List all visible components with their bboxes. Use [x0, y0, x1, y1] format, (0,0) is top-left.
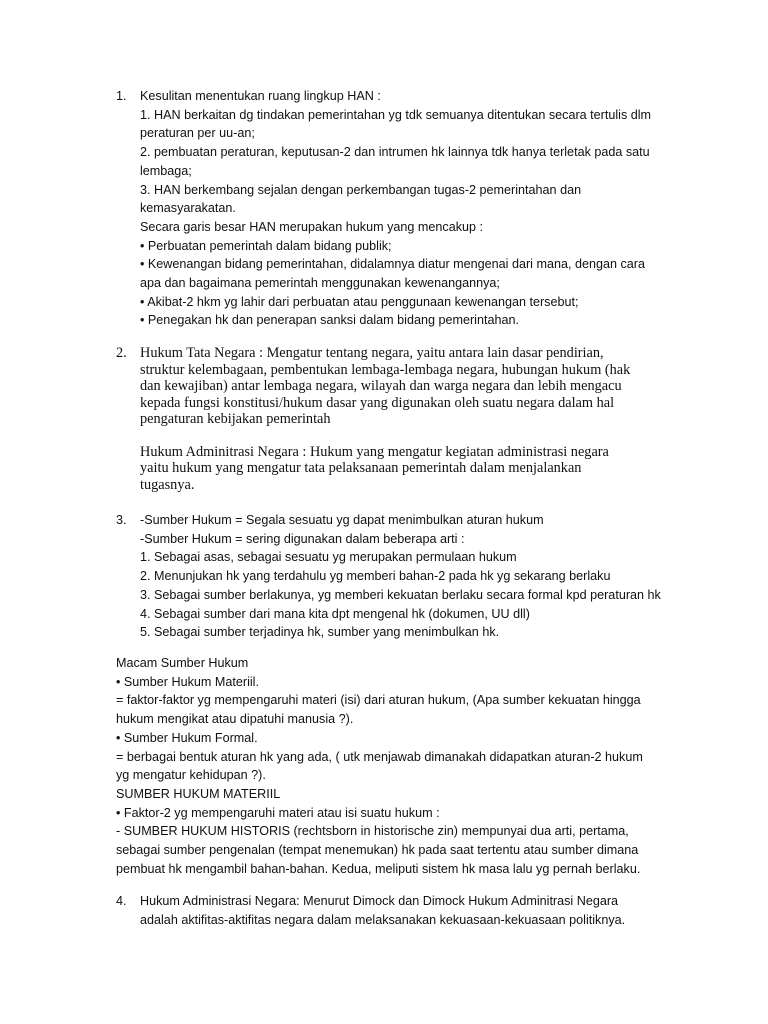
text-line: • Penegakan hk dan penerapan sanksi dalam bidang pemerintahan. [140, 313, 519, 328]
text-line: - SUMBER HUKUM HISTORIS (rechtsborn in historische zin) mempunyai dua arti, pertama, [116, 824, 629, 839]
text-line: • Faktor-2 yg mempengaruhi materi atau isi suatu hukum : [116, 805, 440, 820]
text-line: pembuat hk mengambil bahan-bahan. Kedua, meliputi sistem hk masa lalu yg pernah berlaku. [116, 861, 641, 876]
text-line: sebagai sumber pengenalan (tempat menemukan) hk pada saat tertentu atau sumber dimana [116, 843, 639, 858]
paragraph-gap [140, 428, 696, 444]
list-item-1 [116, 87, 696, 330]
item-body [140, 511, 696, 642]
text-line: kepada fungsi konstitusi/hukum dasar yang digunakan oleh suatu negara dalam hal [140, 394, 615, 411]
text-line: = faktor-faktor yg mempengaruhi materi (isi) dari aturan hukum, (Apa sumber kekuatan hingga [116, 693, 641, 708]
item-body [140, 892, 696, 929]
text-line: -Sumber Hukum = Segala sesuatu yg dapat menimbulkan aturan hukum [140, 513, 544, 527]
text-line: • Kewenangan bidang pemerintahan, didalamnya diatur mengenai dari mana, dengan cara [140, 257, 646, 272]
section-heading: Macam Sumber Hukum [116, 656, 249, 670]
item-number: 3. [116, 513, 127, 527]
text-line: Hukum Administrasi Negara: Menurut Dimock dan Dimock Hukum Adminitrasi Negara [140, 894, 619, 908]
text-line: 5. Sebagai sumber terjadinya hk, sumber yang menimbulkan hk. [140, 625, 500, 640]
section-heading: SUMBER HUKUM MATERIIL [116, 786, 281, 801]
text-line: pengaturan kebijakan pemerintah [140, 411, 331, 427]
text-line: • Akibat-2 hkm yg lahir dari perbuatan atau penggunaan kewenangan tersebut; [140, 294, 579, 309]
list-item-4 [116, 892, 696, 929]
list-item-2 [116, 345, 696, 493]
text-line: 3. HAN berkembang sejalan dengan perkembangan tugas-2 pemerintahan dan [140, 182, 582, 197]
text-line: yg mengatur kehidupan ?). [116, 768, 266, 783]
item-number: 1. [116, 89, 127, 103]
text-line: 1. HAN berkaitan dg tindakan pemerintahan yg tdk semuanya ditentukan secara tertulis dlm [140, 107, 652, 122]
text-line: tugasnya. [140, 476, 195, 493]
text-line: 2. Menunjukan hk yang terdahulu yg memberi bahan-2 pada hk yg sekarang berlaku [140, 569, 611, 584]
item-body [140, 345, 696, 493]
item-number: 4. [116, 894, 127, 908]
text-line: Secara garis besar HAN merupakan hukum yang mencakup : [140, 219, 484, 234]
text-line: dan kewajiban) antar lembaga negara, wilayah dan warga negara dan lebih mengacu [140, 378, 622, 394]
text-line: • Sumber Hukum Formal. [116, 730, 258, 745]
text-line: Hukum Tata Negara : Mengatur tentang negara, yaitu antara lain dasar pendirian, [140, 345, 604, 361]
text-line: 3. Sebagai sumber berlakunya, yg memberi kekuatan berlaku secara formal kpd peraturan hk [140, 587, 661, 602]
sumber-hukum-block [116, 654, 691, 878]
list-item-3 [116, 511, 696, 642]
text-line: • Perbuatan pemerintah dalam bidang publik; [140, 238, 392, 253]
text-line: 1. Sebagai asas, sebagai sesuatu yg merupakan permulaan hukum [140, 550, 517, 565]
text-line: yaitu hukum yang mengatur tata pelaksanaan pemerintah dalam menjalankan [140, 460, 582, 476]
text-line: = berbagai bentuk aturan hk yang ada, ( utk menjawab dimanakah didapatkan aturan-2 hukum [116, 749, 643, 764]
text-line: 4. Sebagai sumber dari mana kita dpt mengenal hk (dokumen, UU dll) [140, 606, 530, 621]
text-line: adalah aktifitas-aktifitas negara dalam melaksanakan kekuasaan-kekuasaan politiknya. [140, 912, 626, 927]
text-line: • Sumber Hukum Materiil. [116, 674, 259, 689]
text-line: lembaga; [140, 163, 192, 178]
text-line: Kesulitan menentukan ruang lingkup HAN : [140, 89, 381, 103]
text-line: apa dan bagaimana pemerintah menggunakan kewenangannya; [140, 276, 500, 291]
text-line: hukum mengikat atau dipatuhi manusia ?). [116, 712, 354, 727]
text-line: -Sumber Hukum = sering digunakan dalam beberapa arti : [140, 531, 465, 546]
text-line: kemasyarakatan. [140, 201, 236, 216]
text-line: Hukum Adminitrasi Negara : Hukum yang mengatur kegiatan administrasi negara [140, 443, 609, 460]
item-number: 2. [116, 345, 127, 361]
text-line: 2. pembuatan peraturan, keputusan-2 dan intrumen hk lainnya tdk hanya terletak pada satu [140, 145, 650, 160]
item-body [140, 87, 696, 330]
text-line: peraturan per uu-an; [140, 126, 255, 141]
text-line: struktur kelembagaan, pembentukan lembaga-lembaga negara, hubungan hukum (hak [140, 361, 631, 378]
